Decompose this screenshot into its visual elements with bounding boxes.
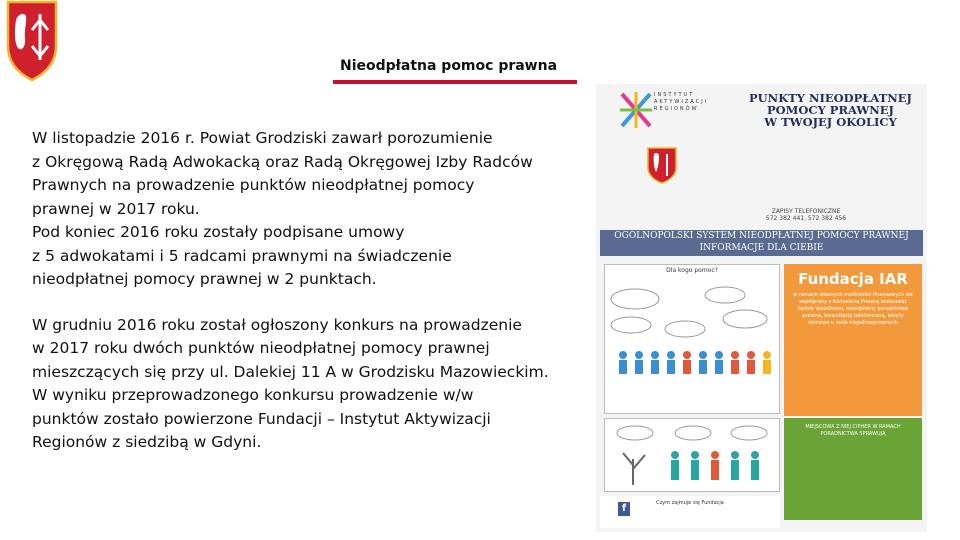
poster-footer: Czym zajmuje się Fundacja — [600, 496, 780, 528]
title-underline — [333, 80, 577, 84]
poster-band: OGÓLNOPOLSKI SYSTEM NIEODPŁATNEJ POMOCY PRAWNEJ INFORMACJE DLA CIEBIE — [600, 230, 923, 256]
page-title: Nieodpłatna pomoc prawna — [340, 58, 558, 74]
fundacja-text: w ramach własnych możliwości finansowych we współpracy z Kancelarią Prawną realizować będzie dodatkowo, nieodpłatny poradnictwo prawne, konsultację telefoniczną, wizyty domowe u osób niepełnosprawnych — [793, 292, 913, 326]
coat-of-arms-icon — [0, 0, 64, 84]
green-box: MIEJSCOWA Z NIEJ CIPHER W RAMACH PORADNICTWA SPRAWUJĄ — [784, 418, 922, 520]
paragraph-competition: W grudniu 2016 roku został ogłoszony konkurs na prowadzenie w 2017 roku dwóch punktów nieodpłatnej pomocy prawnej mieszczących się przy ul. Dalekiej 11 A w Grodzisku Mazowieckim. W wyniku przeprowadzonego konkursu prowadzenie w/w punktów zostało powierzone Fundacji – Instytut Aktywizacji Regionów z siedzibą w Gdyni. — [32, 315, 549, 451]
people-icons — [605, 285, 779, 405]
who-heading: Dla kogo pomoc? — [666, 267, 718, 274]
iar-logo-text: INSTYTUT AKTYWIZACJI REGIONÓW — [654, 92, 709, 112]
tree-and-people-icons — [605, 419, 779, 491]
facebook-icon: f — [618, 502, 630, 516]
paragraph-agreement: W listopadzie 2016 r. Powiat Grodziski zawarł porozumienie z Okręgową Radą Adwokacką oraz Radą Okręgowej Izby Radców Prawnych na prowadzenie punktów nieodpłatnej pomocy prawnej w 2017 roku. Pod koniec 2016 roku zostały podpisane umowy z 5 adwokatami i 5 radcami prawnymi na świadczenie nieodpłatnej pomocy prawnej w 2 punktach. — [32, 129, 533, 288]
services-box — [604, 418, 780, 492]
iar-logo-icon — [618, 90, 654, 130]
poster-heading: PUNKTY NIEODPŁATNEJ POMOCY PRAWNEJ W TWOJEJ OKOLICY — [749, 91, 912, 129]
who-box — [604, 264, 780, 414]
poster-image — [596, 84, 927, 532]
fundacja-box — [784, 264, 922, 416]
poster-phone: ZAPISY TELEFONICZNE 572 382 441, 572 382 456 — [765, 208, 847, 222]
fundacja-heading: Fundacja IAR — [798, 270, 908, 288]
main-content — [32, 127, 580, 455]
poster-coat-of-arms-icon — [646, 146, 678, 184]
